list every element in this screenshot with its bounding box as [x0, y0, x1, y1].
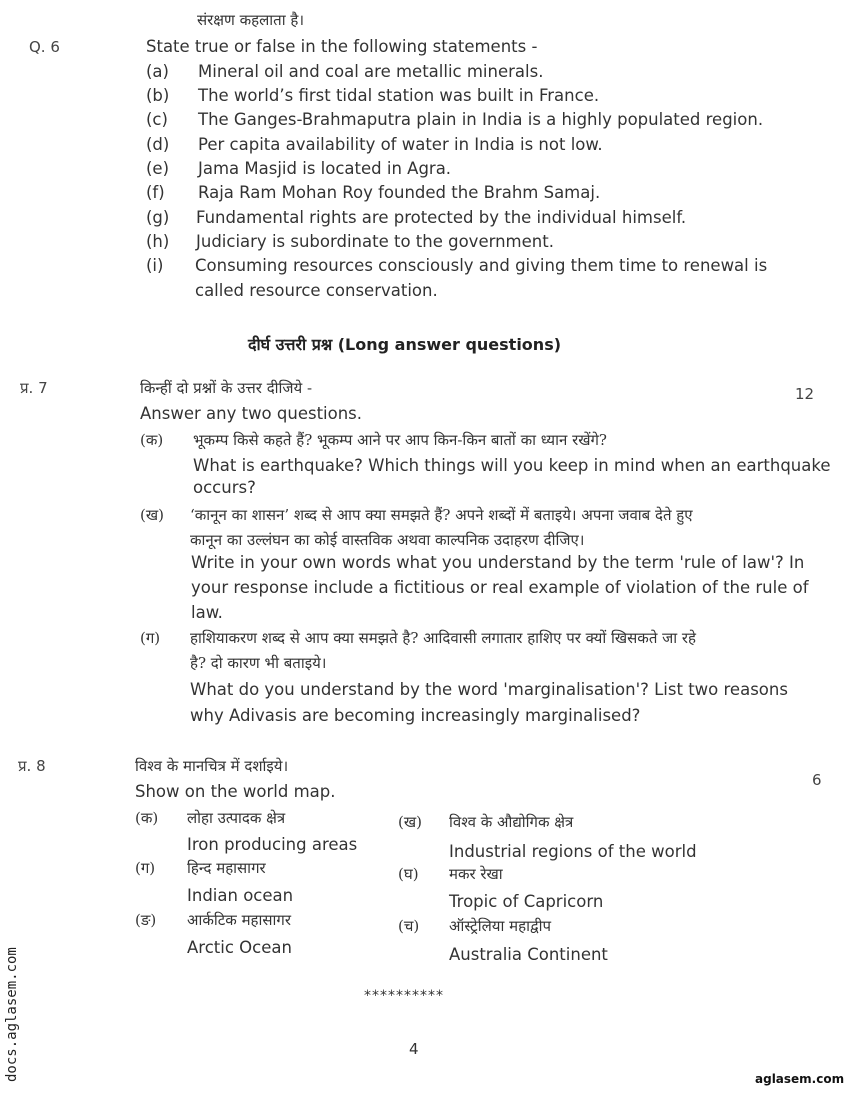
item-label: (ग) [135, 859, 156, 877]
item-label: (e) [146, 159, 170, 178]
end-stars: ********** [364, 988, 444, 1004]
item-text: Fundamental rights are protected by the individual himself. [196, 208, 687, 227]
item-label: (ख) [140, 506, 164, 524]
item-text-hindi: है? दो कारण भी बताइये। [190, 654, 327, 672]
item-text: Judiciary is subordinate to the government. [196, 232, 554, 251]
item-text-hindi: विश्व के औद्योगिक क्षेत्र [449, 813, 574, 831]
item-text-english: Iron producing areas [187, 835, 358, 854]
item-text-hindi: आर्कटिक महासागर [187, 911, 292, 929]
item-text-hindi: मकर रेखा [449, 865, 503, 883]
item-text: The Ganges-Brahmaputra plain in India is a highly populated region. [198, 110, 764, 129]
item-text: Raja Ram Mohan Roy founded the Brahm Samaj. [198, 183, 601, 202]
item-label: (घ) [398, 865, 419, 883]
item-text-english: Write in your own words what you understand by the term 'rule of law'? In [191, 553, 805, 572]
item-text-continued: called resource conservation. [195, 281, 438, 300]
item-label: (g) [146, 208, 170, 227]
brand-watermark: aglasem.com [755, 1072, 845, 1086]
item-text-hindi: लोहा उत्पादक क्षेत्र [187, 809, 286, 827]
continuation-line: संरक्षण कहलाता है। [197, 11, 305, 29]
item-label: (h) [146, 232, 170, 251]
item-text-hindi: ‘कानून का शासन’ शब्द से आप क्या समझते हैं? अपने शब्दों में बताइये। अपना जवाब देते हुए [190, 506, 693, 524]
side-watermark: docs.aglasem.com [4, 947, 20, 1082]
item-label: (ङ) [135, 911, 157, 929]
q7-prompt-hindi: किन्हीं दो प्रश्नों के उत्तर दीजिये - [140, 379, 313, 397]
question-number-6: Q. 6 [29, 38, 60, 56]
item-text-hindi: ऑस्ट्रेलिया महाद्वीप [449, 917, 551, 935]
item-text: Jama Masjid is located in Agra. [198, 159, 452, 178]
item-text-hindi: कानून का उल्लंघन का कोई वास्तविक अथवा काल्पनिक उदाहरण दीजिए। [190, 531, 585, 549]
q8-prompt-hindi: विश्व के मानचित्र में दर्शाइये। [135, 757, 289, 775]
q7-marks: 12 [795, 385, 815, 403]
item-label: (i) [146, 256, 164, 275]
q8-prompt-english: Show on the world map. [135, 782, 336, 801]
q7-prompt-english: Answer any two questions. [140, 404, 363, 423]
item-label: (c) [146, 110, 168, 129]
item-label: (d) [146, 135, 170, 154]
item-text-hindi: हिन्द महासागर [187, 859, 266, 877]
item-text-english: Indian ocean [187, 886, 294, 905]
item-text-english: Industrial regions of the world [449, 842, 697, 861]
item-label: (f) [146, 183, 165, 202]
item-text-english: your response include a fictitious or real example of violation of the rule of [191, 578, 809, 597]
item-text-english: law. [191, 603, 223, 622]
item-text-hindi: हाशियाकरण शब्द से आप क्या समझते है? आदिवासी लगातार हाशिए पर क्यों खिसकते जा रहे [190, 629, 697, 647]
item-text-english: Arctic Ocean [187, 938, 292, 957]
item-text: Consuming resources consciously and giving them time to renewal is [195, 256, 768, 275]
item-label: (क) [135, 809, 159, 827]
question-number-7: प्र. 7 [20, 379, 48, 397]
item-label: (क) [140, 431, 164, 449]
item-text: Mineral oil and coal are metallic minerals. [198, 62, 544, 81]
item-text-english: What is earthquake? Which things will you keep in mind when an earthquake [193, 456, 831, 475]
item-label: (च) [398, 917, 420, 935]
item-text-hindi: भूकम्प किसे कहते हैं? भूकम्प आने पर आप किन-किन बातों का ध्यान रखेंगे? [193, 431, 607, 449]
item-label: (ग) [140, 629, 161, 647]
q8-marks: 6 [812, 771, 822, 789]
item-text-english: Australia Continent [449, 945, 608, 964]
q6-prompt: State true or false in the following statements - [146, 37, 538, 56]
section-heading: दीर्घ उत्तरी प्रश्न (Long answer questions) [248, 335, 562, 354]
item-text-english: occurs? [193, 478, 256, 497]
item-text: Per capita availability of water in India is not low. [198, 135, 603, 154]
item-label: (ख) [398, 813, 422, 831]
item-label: (a) [146, 62, 169, 81]
item-text-english: What do you understand by the word 'marginalisation'? List two reasons [190, 680, 788, 699]
item-text-english: why Adivasis are becoming increasingly marginalised? [190, 706, 641, 725]
page-number: 4 [409, 1040, 419, 1058]
item-text-english: Tropic of Capricorn [449, 892, 604, 911]
question-number-8: प्र. 8 [18, 757, 46, 775]
item-text: The world’s first tidal station was built in France. [198, 86, 600, 105]
item-label: (b) [146, 86, 170, 105]
